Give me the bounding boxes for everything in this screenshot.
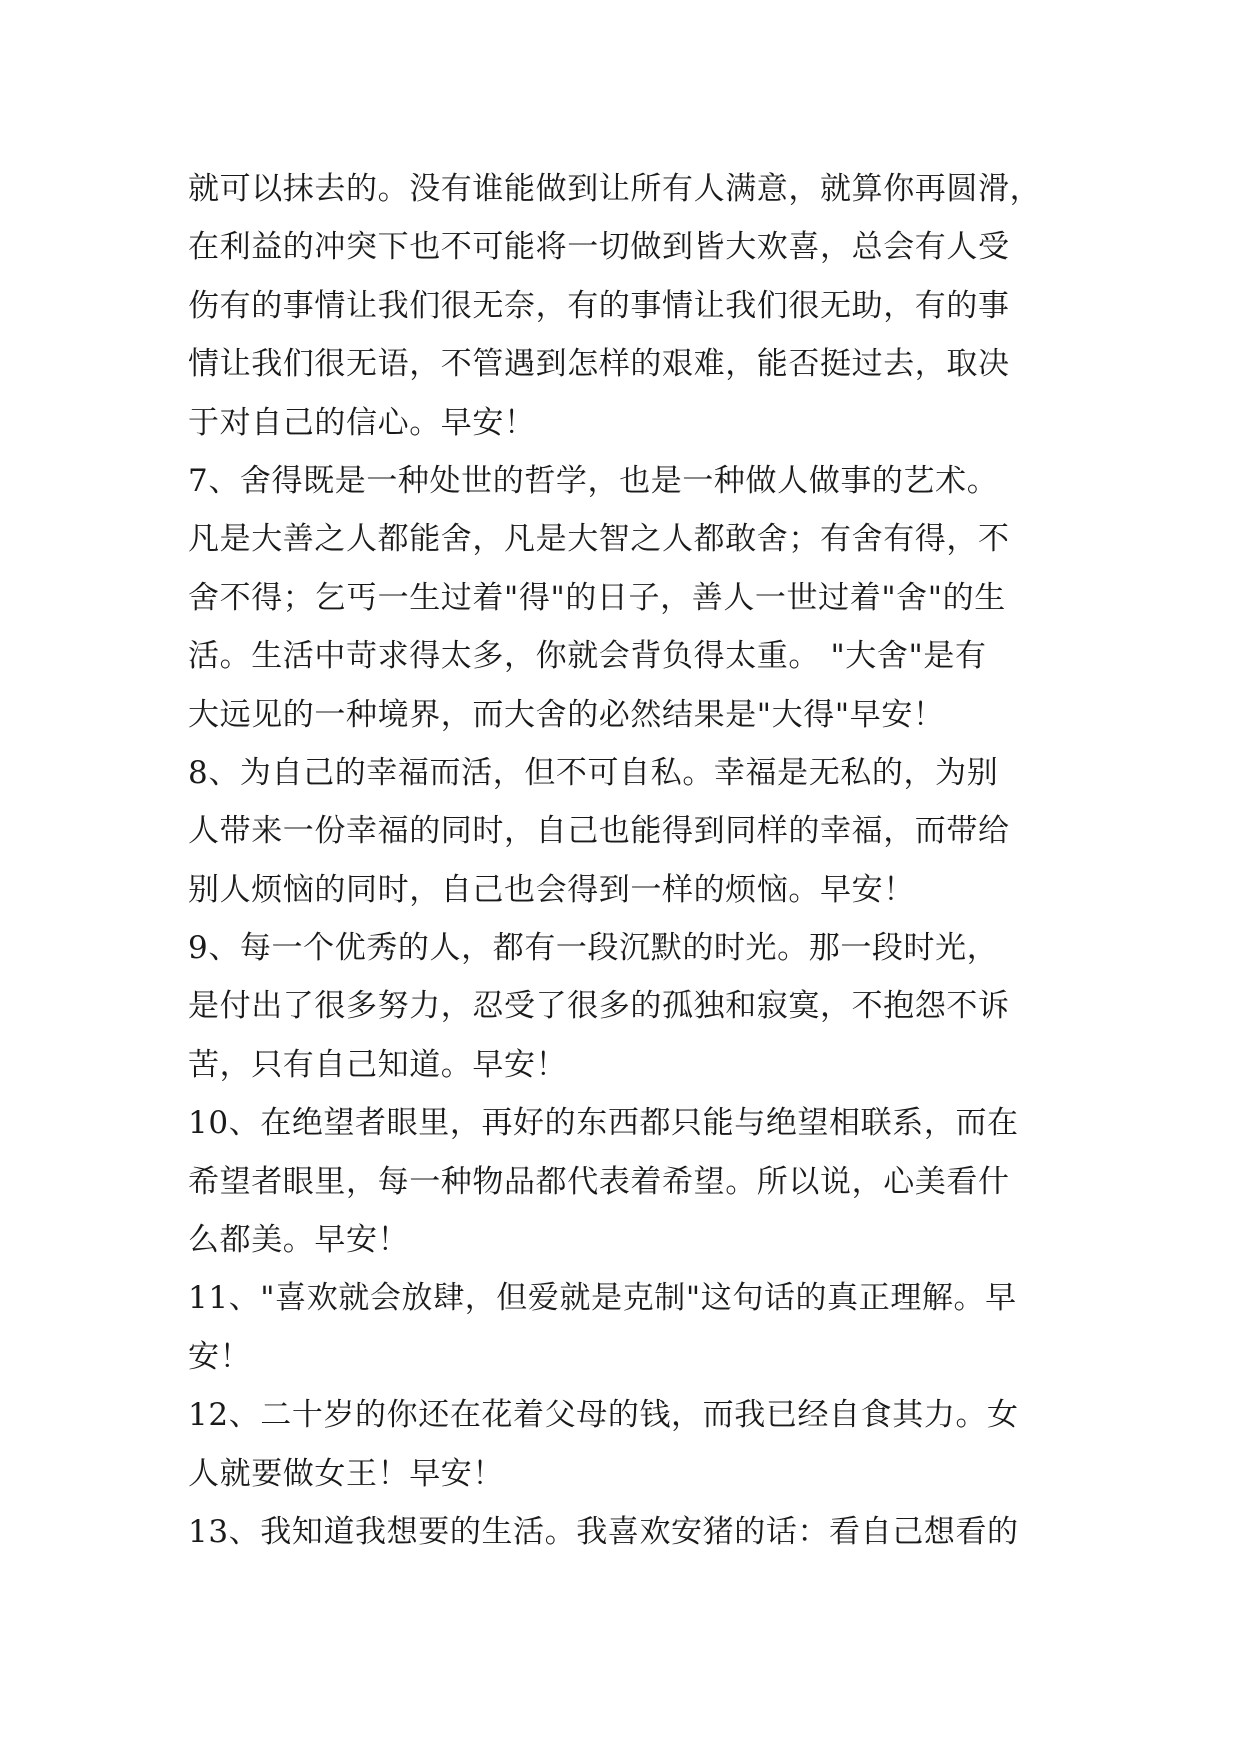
text-line: 凡是大善之人都能舍，凡是大智之人都敢舍；有舍有得，不 bbox=[188, 521, 1010, 558]
text-line: 10、在绝望者眼里，再好的东西都只能与绝望相联系，而在 bbox=[188, 1105, 1019, 1142]
text-line: 苦，只有自己知道。早安！ bbox=[188, 1046, 568, 1083]
text-line: 大远见的一种境界，而大舍的必然结果是"大得"早安！ bbox=[188, 696, 945, 733]
text-line: 伤有的事情让我们很无奈，有的事情让我们很无助，有的事 bbox=[188, 287, 1010, 324]
text-line: 就可以抹去的。没有谁能做到让所有人满意，就算你再圆滑， bbox=[188, 171, 1042, 207]
text-line: 么都美。早安！ bbox=[188, 1222, 410, 1259]
text-line: 于对自己的信心。早安！ bbox=[188, 404, 536, 441]
text-line: 在利益的冲突下也不可能将一切做到皆大欢喜，总会有人受 bbox=[188, 229, 1010, 266]
text-line: 12、二十岁的你还在花着父母的钱，而我已经自食其力。女 bbox=[188, 1397, 1019, 1434]
text-line: 别人烦恼的同时，自己也会得到一样的烦恼。早安！ bbox=[188, 871, 915, 908]
text-line: 8、为自己的幸福而活，但不可自私。幸福是无私的，为别 bbox=[188, 754, 999, 791]
text-line: 11、"喜欢就会放肆，但爱就是克制"这句话的真正理解。早 bbox=[188, 1280, 1017, 1317]
text-line: 情让我们很无语，不管遇到怎样的艰难，能否挺过去，取决 bbox=[188, 346, 1010, 383]
body-text bbox=[188, 160, 1058, 1561]
text-line: 安！ bbox=[188, 1338, 252, 1375]
text-line: 希望者眼里，每一种物品都代表着希望。所以说，心美看什 bbox=[188, 1163, 1010, 1200]
text-line: 人带来一份幸福的同时，自己也能得到同样的幸福，而带给 bbox=[188, 813, 1010, 850]
text-line: 是付出了很多努力，忍受了很多的孤独和寂寞，不抱怨不诉 bbox=[188, 988, 1010, 1025]
text-line: 人就要做女王！早安！ bbox=[188, 1455, 504, 1492]
text-line: 活。生活中苛求得太多，你就会背负得太重。 "大舍"是有 bbox=[188, 638, 987, 675]
text-line: 7、舍得既是一种处世的哲学，也是一种做人做事的艺术。 bbox=[188, 462, 999, 499]
text-line: 舍不得；乞丐一生过着"得"的日子，善人一世过着"舍"的生 bbox=[188, 579, 1006, 616]
text-line: 13、我知道我想要的生活。我喜欢安猪的话：看自己想看的 bbox=[188, 1513, 1019, 1550]
text-line: 9、每一个优秀的人，都有一段沉默的时光。那一段时光， bbox=[188, 930, 999, 967]
